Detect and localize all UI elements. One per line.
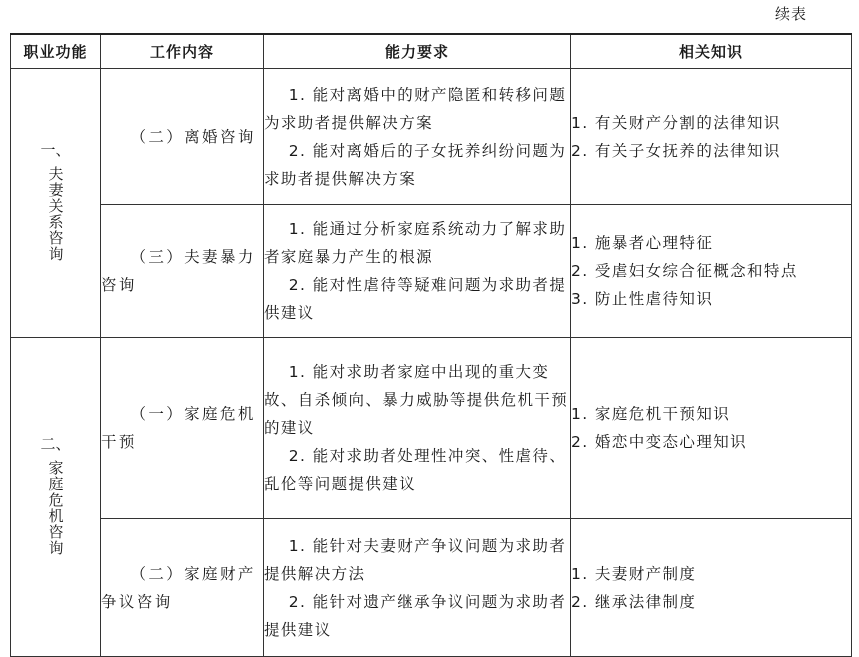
function-cell-family-crisis	[11, 338, 101, 657]
work-content-cell: （二）离婚咨询	[101, 69, 264, 205]
table-row	[11, 338, 852, 519]
knowledge-cell	[571, 338, 852, 519]
header-function: 职业功能	[11, 34, 101, 69]
knowledge-item: 2. 继承法律制度	[571, 592, 697, 611]
knowledge-cell	[571, 519, 852, 657]
header-knowledge: 相关知识	[571, 34, 852, 69]
function-name: 夫妻关系咨询	[46, 165, 65, 262]
continued-label: 续表	[774, 5, 807, 23]
knowledge-cell	[571, 69, 852, 205]
function-number: 一、	[40, 140, 71, 159]
ability-cell	[264, 69, 571, 205]
table-row	[11, 205, 852, 338]
table-row	[11, 69, 852, 205]
ability-item: 2. 能对性虐待等疑难问题为求助者提供建议	[264, 276, 567, 322]
knowledge-item: 3. 防止性虐待知识	[571, 290, 714, 308]
work-content-cell: （三）夫妻暴力咨询	[101, 205, 264, 338]
knowledge-item: 1. 夫妻财产制度	[571, 564, 697, 583]
ability-cell	[264, 519, 571, 657]
knowledge-item: 2. 婚恋中变态心理知识	[571, 433, 748, 451]
work-content-cell: （二）家庭财产争议咨询	[101, 519, 264, 657]
table-row	[11, 519, 852, 657]
knowledge-item: 1. 施暴者心理特征	[571, 234, 714, 252]
ability-item: 1. 能通过分析家庭系统动力了解求助者家庭暴力产生的根源	[264, 220, 567, 266]
function-number: 二、	[40, 434, 71, 453]
ability-item: 2. 能对求助者处理性冲突、性虐待、乱伦等问题提供建议	[264, 447, 567, 493]
knowledge-cell	[571, 205, 852, 338]
header-ability: 能力要求	[264, 34, 571, 69]
knowledge-item: 1. 家庭危机干预知识	[571, 405, 731, 423]
header-work-content: 工作内容	[101, 34, 264, 69]
work-content-cell: （一）家庭危机干预	[101, 338, 264, 519]
ability-item: 1. 能对求助者家庭中出现的重大变故、自杀倾向、暴力威胁等提供危机干预的建议	[264, 363, 569, 437]
knowledge-item: 2. 受虐妇女综合征概念和特点	[571, 262, 798, 280]
ability-item: 1. 能对离婚中的财产隐匿和转移问题为求助者提供解决方案	[264, 85, 567, 132]
ability-item: 1. 能针对夫妻财产争议问题为求助者提供解决方法	[264, 536, 567, 583]
ability-item: 2. 能针对遗产继承争议问题为求助者提供建议	[264, 592, 567, 639]
knowledge-item: 2. 有关子女抚养的法律知识	[571, 141, 781, 160]
knowledge-item: 1. 有关财产分割的法律知识	[571, 113, 781, 132]
table-header-row	[11, 34, 852, 69]
function-cell-marital	[11, 69, 101, 338]
ability-cell	[264, 338, 571, 519]
function-name: 家庭危机咨询	[46, 459, 65, 556]
occupational-standard-table	[10, 33, 852, 657]
ability-cell	[264, 205, 571, 338]
ability-item: 2. 能对离婚后的子女抚养纠纷问题为求助者提供解决方案	[264, 141, 567, 188]
